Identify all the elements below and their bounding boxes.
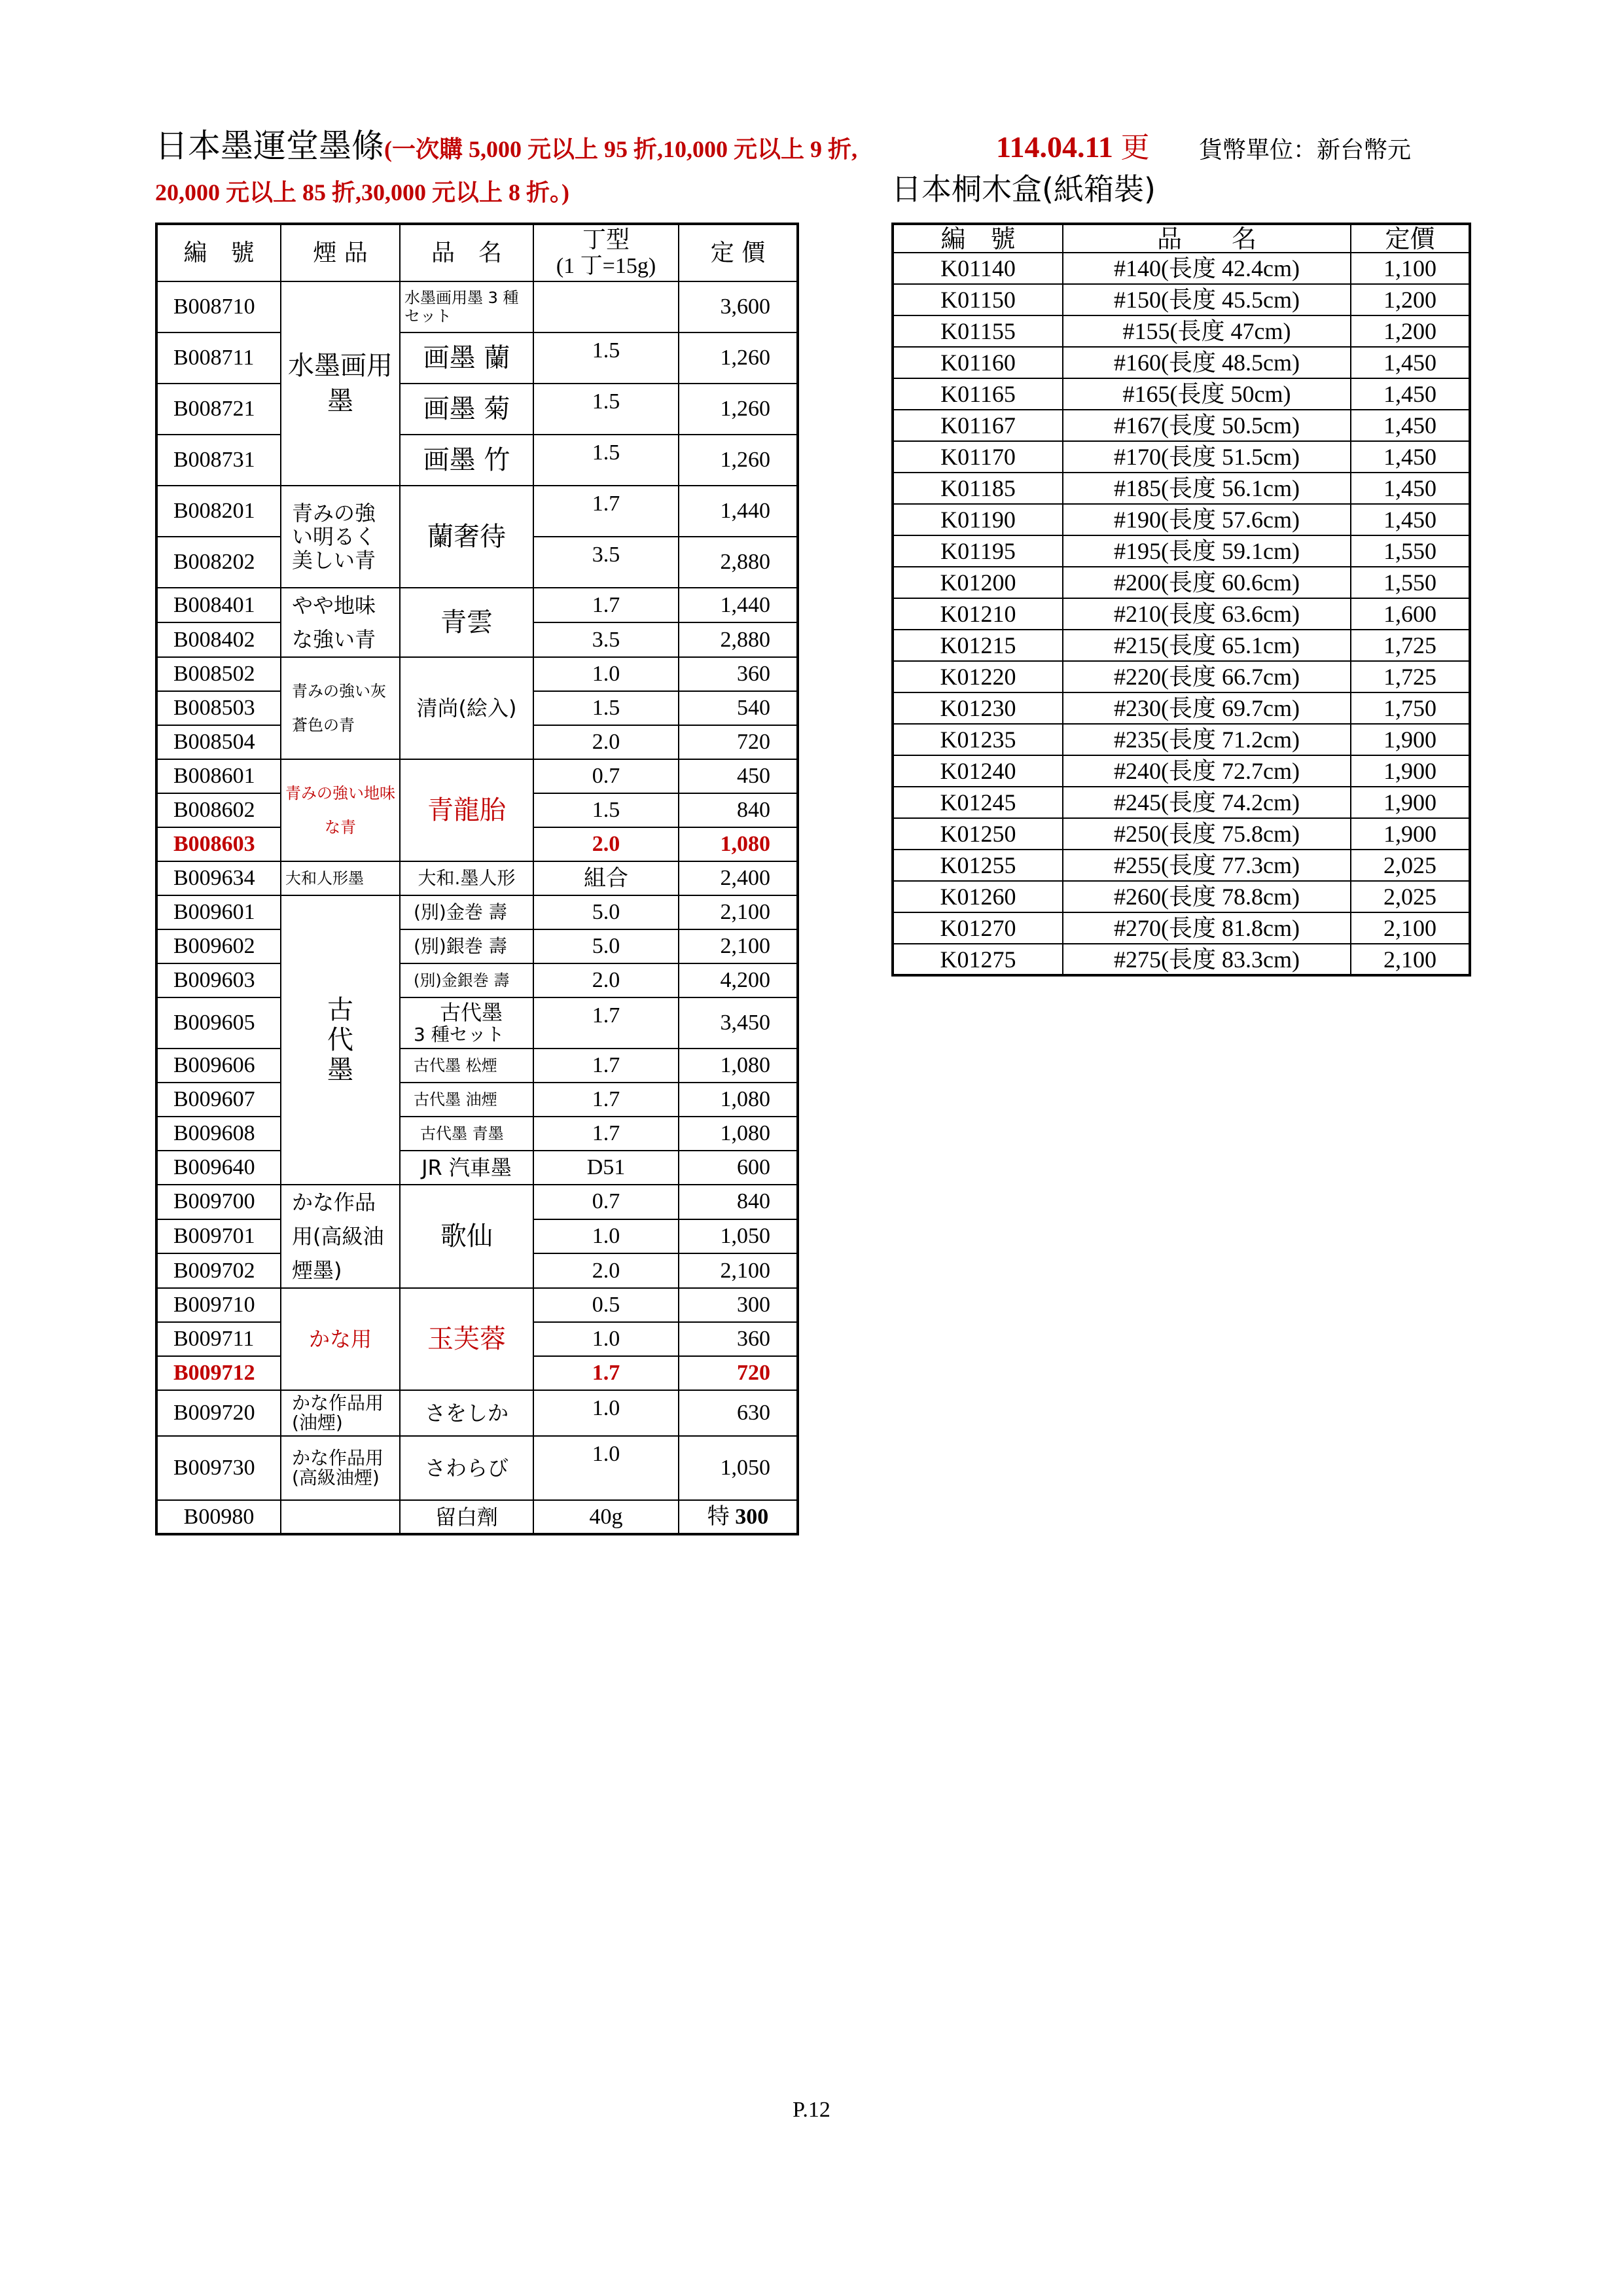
table-header-row [156, 224, 798, 281]
table-row [156, 657, 798, 691]
smoke-group-8: かな用 [281, 1288, 400, 1390]
box-item-price: 1,750 [1351, 692, 1470, 724]
box-item-name: #235(長度 71.2cm) [1063, 724, 1351, 755]
box-item-price: 2,025 [1351, 881, 1470, 912]
item-name: 蘭奢待 [400, 486, 533, 588]
box-item-code: K01250 [893, 818, 1063, 850]
item-price: 1,260 [679, 384, 798, 435]
smoke-group-3: やや地味な強い青 [281, 588, 400, 657]
ink-price-table [155, 223, 799, 1535]
box-item-code: K01275 [893, 944, 1063, 975]
table-row [156, 588, 798, 622]
item-code: B009640 [156, 1151, 281, 1185]
item-price: 360 [679, 1322, 798, 1356]
box-table-row [893, 473, 1470, 504]
table-row [156, 281, 798, 332]
box-table-row [893, 441, 1470, 473]
item-size: 5.0 [533, 929, 679, 963]
item-size: 1.5 [533, 384, 679, 435]
discount-note-line2: 20,000 元以上 85 折,30,000 元以上 8 折。) [155, 179, 569, 206]
date-suffix: 更 [1120, 131, 1150, 164]
box-item-price: 1,200 [1351, 284, 1470, 315]
item-price: 1,260 [679, 332, 798, 384]
table-row [156, 384, 798, 435]
item-name [400, 997, 533, 1049]
item-size: 1.0 [533, 1322, 679, 1356]
table-row [156, 1117, 798, 1151]
table-row [156, 1390, 798, 1436]
item-name: 青龍胎 [400, 759, 533, 861]
item-name: さをしか [400, 1390, 533, 1436]
item-code: B008711 [156, 332, 281, 384]
item-price [679, 1500, 798, 1534]
item-name: 古代墨 油煙 [400, 1083, 533, 1117]
table-row [156, 435, 798, 486]
box-item-name: #270(長度 81.8cm) [1063, 912, 1351, 944]
item-code: B009606 [156, 1049, 281, 1083]
item-code: B008601 [156, 759, 281, 793]
item-code: B009720 [156, 1390, 281, 1436]
box-item-price: 1,900 [1351, 724, 1470, 755]
box-item-code: K01240 [893, 755, 1063, 787]
item-size: 1.7 [533, 588, 679, 622]
header-size [533, 224, 679, 281]
box-item-price: 1,450 [1351, 441, 1470, 473]
box-item-name: #150(長度 45.5cm) [1063, 284, 1351, 315]
box-table-row [893, 567, 1470, 598]
item-price: 1,080 [679, 1049, 798, 1083]
item-size: 0.5 [533, 1288, 679, 1322]
box-table-row [893, 850, 1470, 881]
box-table-row [893, 535, 1470, 567]
item-size [533, 281, 679, 332]
item-name: 水墨画用墨 3 種セット [400, 281, 533, 332]
item-name: 青雲 [400, 588, 533, 657]
item-code: B009700 [156, 1185, 281, 1219]
box-item-name: #160(長度 48.5cm) [1063, 347, 1351, 378]
item-name: 画墨 蘭 [400, 332, 533, 384]
box-header-price: 定價 [1351, 224, 1470, 253]
box-item-price: 1,450 [1351, 378, 1470, 410]
item-price: 4,200 [679, 963, 798, 997]
item-size: 1.7 [533, 997, 679, 1049]
item-size: 2.0 [533, 725, 679, 759]
item-name: 歌仙 [400, 1185, 533, 1288]
smoke-label: かな作品用(油煙) [281, 1390, 400, 1436]
item-price: 3,600 [679, 281, 798, 332]
item-size: 1.5 [533, 691, 679, 725]
box-table-row [893, 755, 1470, 787]
item-code: B008710 [156, 281, 281, 332]
header-code: 編 號 [156, 224, 281, 281]
box-item-price: 2,100 [1351, 912, 1470, 944]
discount-note-line1: (一次購 5,000 元以上 95 折,10,000 元以上 9 折, [384, 136, 857, 162]
box-item-price: 2,100 [1351, 944, 1470, 975]
box-item-code: K01260 [893, 881, 1063, 912]
item-size: 0.7 [533, 1185, 679, 1219]
date-value: 114.04.11 [996, 130, 1113, 164]
box-item-name: #210(長度 63.6cm) [1063, 598, 1351, 630]
box-item-name: #195(長度 59.1cm) [1063, 535, 1351, 567]
box-item-price: 1,450 [1351, 504, 1470, 535]
item-code: B008721 [156, 384, 281, 435]
item-size: 5.0 [533, 895, 679, 929]
smoke-group-7: かな作品用(高級油煙墨) [281, 1185, 400, 1288]
box-item-code: K01160 [893, 347, 1063, 378]
update-date [996, 124, 1149, 171]
currency-unit: 貨幣單位：新台幣元 [1199, 137, 1412, 164]
box-item-code: K01245 [893, 787, 1063, 818]
title-main: 日本墨運堂墨條 [155, 127, 384, 165]
item-name: 古代墨 松煙 [400, 1049, 533, 1083]
box-item-price: 1,725 [1351, 630, 1470, 661]
item-price: 2,100 [679, 929, 798, 963]
item-size: 1.0 [533, 1436, 679, 1500]
item-size: 組合 [533, 861, 679, 895]
box-table-row [893, 630, 1470, 661]
box-table-row [893, 347, 1470, 378]
smoke-group-5: 青みの強い地味な青 [281, 759, 400, 861]
item-size: 1.5 [533, 435, 679, 486]
item-name: 清尚(絵入) [400, 657, 533, 759]
item-code: B008401 [156, 588, 281, 622]
box-item-code: K01200 [893, 567, 1063, 598]
box-item-name: #167(長度 50.5cm) [1063, 410, 1351, 441]
item-name: 画墨 菊 [400, 384, 533, 435]
smoke-label [281, 1500, 400, 1534]
item-name: (別)銀巻 壽 [400, 929, 533, 963]
item-name: 玉芙蓉 [400, 1288, 533, 1390]
box-item-name: #155(長度 47cm) [1063, 315, 1351, 347]
box-price-table [891, 223, 1471, 977]
item-size: 0.7 [533, 759, 679, 793]
table-row [156, 1049, 798, 1083]
item-code: B009601 [156, 895, 281, 929]
item-code: B008502 [156, 657, 281, 691]
smoke-group-6-label: 古代墨 [327, 995, 353, 1085]
box-table-row [893, 724, 1470, 755]
item-size: 1.0 [533, 657, 679, 691]
box-item-price: 1,600 [1351, 598, 1470, 630]
item-price: 1,080 [679, 1083, 798, 1117]
box-table-row [893, 598, 1470, 630]
box-table-row [893, 881, 1470, 912]
box-item-name: #245(長度 74.2cm) [1063, 787, 1351, 818]
item-code: B009602 [156, 929, 281, 963]
box-item-name: #200(長度 60.6cm) [1063, 567, 1351, 598]
item-size: 1.5 [533, 793, 679, 827]
table-row [156, 861, 798, 895]
item-price: 3,450 [679, 997, 798, 1049]
item-code: B008602 [156, 793, 281, 827]
header-smoke: 煙 品 [281, 224, 400, 281]
box-item-price: 1,900 [1351, 787, 1470, 818]
item-price: 540 [679, 691, 798, 725]
item-price: 840 [679, 793, 798, 827]
item-size: 1.5 [533, 332, 679, 384]
box-table-row [893, 410, 1470, 441]
item-code: B009701 [156, 1219, 281, 1254]
box-item-price: 1,550 [1351, 567, 1470, 598]
item-price: 450 [679, 759, 798, 793]
item-code: B009605 [156, 997, 281, 1049]
item-code: B008504 [156, 725, 281, 759]
item-price: 1,050 [679, 1436, 798, 1500]
item-price: 1,440 [679, 486, 798, 537]
box-table-row [893, 315, 1470, 347]
item-code: B008201 [156, 486, 281, 537]
item-code: B008731 [156, 435, 281, 486]
box-item-code: K01255 [893, 850, 1063, 881]
table-row [156, 1436, 798, 1500]
header-size-label: 丁型 [582, 226, 630, 253]
item-size: 1.7 [533, 486, 679, 537]
box-item-name: #165(長度 50cm) [1063, 378, 1351, 410]
table-row [156, 1083, 798, 1117]
smoke-group-4: 青みの強い灰蒼色の青 [281, 657, 400, 759]
box-table-row [893, 504, 1470, 535]
box-item-price: 1,725 [1351, 661, 1470, 692]
table-row [156, 997, 798, 1049]
box-item-name: #230(長度 69.7cm) [1063, 692, 1351, 724]
item-code: B009710 [156, 1288, 281, 1322]
item-name: 古代墨 青墨 [400, 1117, 533, 1151]
page-number: P.12 [793, 2098, 830, 2122]
item-price: 840 [679, 1185, 798, 1219]
smoke-label: 大和人形墨 [281, 861, 400, 895]
table-row [156, 759, 798, 793]
item-price: 1,050 [679, 1219, 798, 1254]
box-table-row [893, 692, 1470, 724]
smoke-group-1: 水墨画用墨 [281, 281, 400, 486]
box-item-code: K01190 [893, 504, 1063, 535]
box-table-row [893, 661, 1470, 692]
table-row [156, 1185, 798, 1219]
box-item-name: #170(長度 51.5cm) [1063, 441, 1351, 473]
item-code: B009608 [156, 1117, 281, 1151]
box-item-price: 1,450 [1351, 347, 1470, 378]
box-item-code: K01165 [893, 378, 1063, 410]
table-row [156, 486, 798, 537]
item-size: 1.7 [533, 1356, 679, 1390]
item-size: 1.0 [533, 1390, 679, 1436]
table-row [156, 895, 798, 929]
item-code: B008402 [156, 622, 281, 657]
box-header-name: 品 名 [1063, 224, 1351, 253]
header-price: 定 價 [679, 224, 798, 281]
box-item-code: K01235 [893, 724, 1063, 755]
item-size: 40g [533, 1500, 679, 1534]
item-name: 大和.墨人形 [400, 861, 533, 895]
item-price: 300 [679, 1288, 798, 1322]
box-item-price: 1,900 [1351, 818, 1470, 850]
item-size: 2.0 [533, 827, 679, 861]
table-row [156, 1500, 798, 1534]
box-table-row [893, 944, 1470, 975]
table-row [156, 332, 798, 384]
item-name: 留白劑 [400, 1500, 533, 1534]
item-size: 1.7 [533, 1117, 679, 1151]
item-price: 720 [679, 1356, 798, 1390]
table-row [156, 1288, 798, 1322]
smoke-label: かな作品用(高級油煙) [281, 1436, 400, 1500]
item-name-line1: 古代墨 [439, 1000, 503, 1025]
item-price: 1,440 [679, 588, 798, 622]
box-item-name: #250(長度 75.8cm) [1063, 818, 1351, 850]
box-item-code: K01170 [893, 441, 1063, 473]
item-price: 600 [679, 1151, 798, 1185]
box-table-row [893, 912, 1470, 944]
item-name: さわらび [400, 1436, 533, 1500]
item-code: B009711 [156, 1322, 281, 1356]
box-item-name: #260(長度 78.8cm) [1063, 881, 1351, 912]
item-name: 画墨 竹 [400, 435, 533, 486]
box-item-name: #185(長度 56.1cm) [1063, 473, 1351, 504]
item-name: JR 汽車墨 [400, 1151, 533, 1185]
item-name: (別)金銀巻 壽 [400, 963, 533, 997]
box-item-name: #255(長度 77.3cm) [1063, 850, 1351, 881]
item-name: (別)金巻 壽 [400, 895, 533, 929]
box-item-price: 1,100 [1351, 253, 1470, 284]
header-size-sub: (1 丁=15g) [556, 253, 656, 278]
box-item-name: #215(長度 65.1cm) [1063, 630, 1351, 661]
box-item-code: K01155 [893, 315, 1063, 347]
item-size: 3.5 [533, 622, 679, 657]
item-size: 3.5 [533, 537, 679, 588]
item-price: 1,080 [679, 827, 798, 861]
item-size: 1.0 [533, 1219, 679, 1254]
item-code: B009607 [156, 1083, 281, 1117]
special-price: 300 [735, 1505, 769, 1529]
special-prefix: 特 [707, 1503, 730, 1530]
item-size: 2.0 [533, 1253, 679, 1288]
item-code: B009603 [156, 963, 281, 997]
item-price: 2,100 [679, 895, 798, 929]
page-title [155, 123, 857, 169]
table-row [156, 929, 798, 963]
box-item-price: 1,450 [1351, 473, 1470, 504]
item-price: 2,880 [679, 537, 798, 588]
item-code: B008202 [156, 537, 281, 588]
box-item-code: K01230 [893, 692, 1063, 724]
box-item-price: 1,900 [1351, 755, 1470, 787]
item-price: 2,880 [679, 622, 798, 657]
box-item-price: 1,450 [1351, 410, 1470, 441]
box-item-name: #190(長度 57.6cm) [1063, 504, 1351, 535]
item-price: 1,080 [679, 1117, 798, 1151]
box-item-code: K01195 [893, 535, 1063, 567]
box-table-header-row [893, 224, 1470, 253]
box-table-row [893, 787, 1470, 818]
item-code: B009712 [156, 1356, 281, 1390]
box-item-code: K01150 [893, 284, 1063, 315]
box-item-code: K01185 [893, 473, 1063, 504]
box-item-price: 1,550 [1351, 535, 1470, 567]
header-name: 品 名 [400, 224, 533, 281]
smoke-group-6 [281, 895, 400, 1185]
item-size: D51 [533, 1151, 679, 1185]
item-price: 2,400 [679, 861, 798, 895]
box-item-code: K01220 [893, 661, 1063, 692]
box-table-row [893, 253, 1470, 284]
item-code: B009634 [156, 861, 281, 895]
item-size: 2.0 [533, 963, 679, 997]
box-item-code: K01270 [893, 912, 1063, 944]
item-code: B00980 [156, 1500, 281, 1534]
item-price: 630 [679, 1390, 798, 1436]
box-item-code: K01215 [893, 630, 1063, 661]
box-item-name: #275(長度 83.3cm) [1063, 944, 1351, 975]
box-item-code: K01210 [893, 598, 1063, 630]
box-table-row [893, 284, 1470, 315]
box-header-code: 編 號 [893, 224, 1063, 253]
item-price: 720 [679, 725, 798, 759]
item-price: 2,100 [679, 1253, 798, 1288]
item-code: B009730 [156, 1436, 281, 1500]
box-item-name: #240(長度 72.7cm) [1063, 755, 1351, 787]
box-item-code: K01140 [893, 253, 1063, 284]
item-price: 360 [679, 657, 798, 691]
box-table-row [893, 378, 1470, 410]
smoke-group-2: 青みの強い明るく美しい青 [281, 486, 400, 588]
box-item-code: K01167 [893, 410, 1063, 441]
box-item-name: #220(長度 66.7cm) [1063, 661, 1351, 692]
item-code: B008603 [156, 827, 281, 861]
item-code: B008503 [156, 691, 281, 725]
item-size: 1.7 [533, 1083, 679, 1117]
item-size: 1.7 [533, 1049, 679, 1083]
table-row [156, 963, 798, 997]
box-item-price: 2,025 [1351, 850, 1470, 881]
item-name-line2: 3 種セット [414, 1024, 505, 1045]
box-section-title: 日本桐木盒(紙箱裝) [891, 171, 1156, 207]
table-row [156, 1151, 798, 1185]
box-item-name: #140(長度 42.4cm) [1063, 253, 1351, 284]
box-table-row [893, 818, 1470, 850]
box-item-price: 1,200 [1351, 315, 1470, 347]
item-price: 1,260 [679, 435, 798, 486]
item-code: B009702 [156, 1253, 281, 1288]
box-table-body [893, 253, 1470, 975]
